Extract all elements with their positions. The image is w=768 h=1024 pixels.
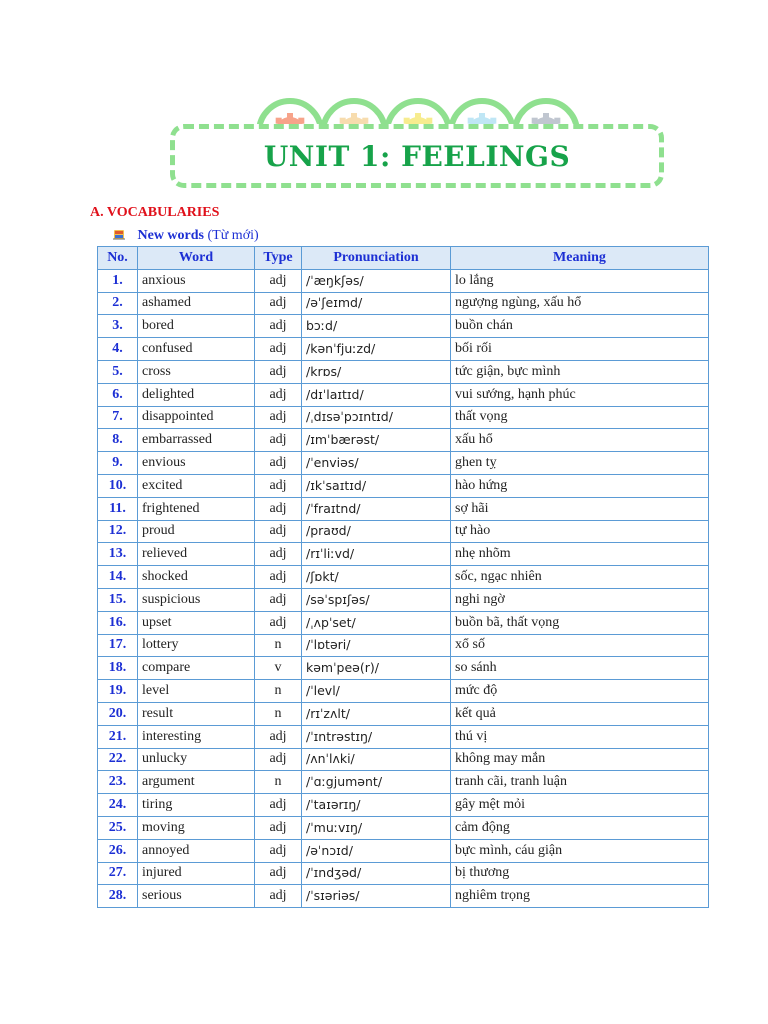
table-row [98,383,709,406]
cell-pronunciation: /ˈæŋkʃəs/ [302,269,451,292]
cell-pronunciation: /ˌdɪsəˈpɔɪntɪd/ [302,406,451,429]
cell-word: upset [138,611,255,634]
cell-type: adj [255,520,302,543]
table-body [98,269,709,907]
cell-type: v [255,657,302,680]
cell-no: 19. [98,680,138,703]
cell-no: 15. [98,588,138,611]
cell-no: 10. [98,474,138,497]
table-row [98,429,709,452]
table-row [98,885,709,908]
cell-word: unlucky [138,748,255,771]
cell-type: adj [255,566,302,589]
table-row [98,680,709,703]
cell-pronunciation: /ˈlevl/ [302,680,451,703]
header-no: No. [98,247,138,270]
cell-word: tiring [138,794,255,817]
cell-word: confused [138,338,255,361]
cell-meaning: kết quả [451,702,709,725]
cell-pronunciation: /ˈfraɪtnd/ [302,497,451,520]
cell-word: embarrassed [138,429,255,452]
table-row [98,702,709,725]
cell-no: 1. [98,269,138,292]
cell-type: adj [255,452,302,475]
cell-word: result [138,702,255,725]
table-row [98,862,709,885]
cell-no: 22. [98,748,138,771]
cell-pronunciation: /praʊd/ [302,520,451,543]
cell-type: adj [255,406,302,429]
table-row [98,839,709,862]
cell-pronunciation: /əˈʃeɪmd/ [302,292,451,315]
cell-no: 3. [98,315,138,338]
cell-type: adj [255,315,302,338]
cell-pronunciation: bɔːd/ [302,315,451,338]
cell-pronunciation: /rɪˈliːvd/ [302,543,451,566]
cell-meaning: xổ số [451,634,709,657]
table-row [98,566,709,589]
cell-pronunciation: /ɪkˈsaɪtɪd/ [302,474,451,497]
cell-type: adj [255,839,302,862]
cell-word: compare [138,657,255,680]
cell-type: adj [255,429,302,452]
cell-meaning: bực mình, cáu giận [451,839,709,862]
cell-word: interesting [138,725,255,748]
cell-no: 21. [98,725,138,748]
cell-word: annoyed [138,839,255,862]
cell-pronunciation: /ˈɪndʒəd/ [302,862,451,885]
cell-word: lottery [138,634,255,657]
cell-word: injured [138,862,255,885]
cell-type: n [255,680,302,703]
cell-meaning: lo lắng [451,269,709,292]
cell-type: adj [255,885,302,908]
cell-pronunciation: /ˈlɒtəri/ [302,634,451,657]
cell-no: 16. [98,611,138,634]
table-row [98,543,709,566]
cell-no: 9. [98,452,138,475]
table-header-row [98,247,709,270]
table-row [98,406,709,429]
cell-no: 23. [98,771,138,794]
cell-word: suspicious [138,588,255,611]
cell-meaning: mức độ [451,680,709,703]
header-type: Type [255,247,302,270]
header-meaning: Meaning [451,247,709,270]
book-icon [112,227,126,241]
cell-no: 27. [98,862,138,885]
cell-meaning: cảm động [451,816,709,839]
table-row [98,771,709,794]
cell-no: 4. [98,338,138,361]
cell-no: 6. [98,383,138,406]
table-row [98,634,709,657]
table-row [98,360,709,383]
cell-no: 28. [98,885,138,908]
cell-meaning: không may mắn [451,748,709,771]
cell-meaning: nghiêm trọng [451,885,709,908]
cell-meaning: thú vị [451,725,709,748]
cell-word: disappointed [138,406,255,429]
cell-type: n [255,702,302,725]
cell-meaning: tự hào [451,520,709,543]
table-row [98,725,709,748]
cell-word: serious [138,885,255,908]
cell-meaning: thất vọng [451,406,709,429]
cell-word: cross [138,360,255,383]
cell-type: adj [255,360,302,383]
cell-word: excited [138,474,255,497]
vocabulary-table [97,246,709,908]
cell-meaning: ngượng ngùng, xấu hổ [451,292,709,315]
cell-pronunciation: /ˈɪntrəstɪŋ/ [302,725,451,748]
cell-word: ashamed [138,292,255,315]
cell-no: 13. [98,543,138,566]
cell-type: adj [255,383,302,406]
cell-no: 24. [98,794,138,817]
cell-pronunciation: /ʃɒkt/ [302,566,451,589]
cell-meaning: nhẹ nhõm [451,543,709,566]
cell-pronunciation: /səˈspɪʃəs/ [302,588,451,611]
cell-meaning: ghen tỵ [451,452,709,475]
table-row [98,657,709,680]
table-row [98,748,709,771]
cell-no: 12. [98,520,138,543]
cell-pronunciation: /dɪˈlaɪtɪd/ [302,383,451,406]
cell-pronunciation: /ˈmuːvɪŋ/ [302,816,451,839]
cell-pronunciation: /rɪˈzʌlt/ [302,702,451,725]
cell-word: argument [138,771,255,794]
cell-meaning: vui sướng, hạnh phúc [451,383,709,406]
cell-meaning: buồn chán [451,315,709,338]
cell-type: n [255,771,302,794]
cell-no: 5. [98,360,138,383]
table-row [98,474,709,497]
cell-type: adj [255,474,302,497]
cell-no: 8. [98,429,138,452]
cell-type: adj [255,816,302,839]
cell-meaning: xấu hổ [451,429,709,452]
cell-pronunciation: /ˈenviəs/ [302,452,451,475]
cell-no: 7. [98,406,138,429]
cell-word: delighted [138,383,255,406]
table-row [98,338,709,361]
header-word: Word [138,247,255,270]
cell-word: level [138,680,255,703]
cell-type: adj [255,269,302,292]
table-row [98,816,709,839]
cell-pronunciation: /ˈɑːgjumənt/ [302,771,451,794]
title-frame [170,124,664,188]
cell-meaning: nghi ngờ [451,588,709,611]
cell-no: 25. [98,816,138,839]
cell-pronunciation: /ˌʌpˈset/ [302,611,451,634]
cell-meaning: tức giận, bực mình [451,360,709,383]
cell-word: shocked [138,566,255,589]
table-row [98,611,709,634]
cell-meaning: so sánh [451,657,709,680]
cell-type: adj [255,292,302,315]
cell-type: adj [255,862,302,885]
cell-type: adj [255,725,302,748]
cell-word: envious [138,452,255,475]
cell-type: adj [255,497,302,520]
table-row [98,315,709,338]
cell-no: 17. [98,634,138,657]
cell-no: 11. [98,497,138,520]
table-row [98,794,709,817]
cell-pronunciation: /əˈnɔɪd/ [302,839,451,862]
cell-type: adj [255,588,302,611]
section-heading: A. VOCABULARIES [90,205,220,220]
table-row [98,292,709,315]
table-row [98,269,709,292]
table-row [98,520,709,543]
cell-no: 20. [98,702,138,725]
cell-pronunciation: /krɒs/ [302,360,451,383]
cell-type: adj [255,611,302,634]
cell-meaning: sợ hãi [451,497,709,520]
cell-meaning: bị thương [451,862,709,885]
cell-word: proud [138,520,255,543]
cell-type: adj [255,748,302,771]
page-title: UNIT 1: FEELINGS [263,139,571,173]
cell-word: relieved [138,543,255,566]
cell-pronunciation: /kənˈfjuːzd/ [302,338,451,361]
cell-meaning: buồn bã, thất vọng [451,611,709,634]
cell-no: 18. [98,657,138,680]
cell-meaning: gây mệt mỏi [451,794,709,817]
cell-no: 14. [98,566,138,589]
cell-type: n [255,634,302,657]
cell-type: adj [255,338,302,361]
subheading-bold: New words [137,228,204,243]
cell-pronunciation: /ɪmˈbærəst/ [302,429,451,452]
table-row [98,588,709,611]
cell-meaning: bối rối [451,338,709,361]
table-row [98,497,709,520]
cell-meaning: hào hứng [451,474,709,497]
cell-pronunciation: /ˈsɪəriəs/ [302,885,451,908]
cell-no: 26. [98,839,138,862]
cell-meaning: tranh cãi, tranh luận [451,771,709,794]
header-pronunciation: Pronunciation [302,247,451,270]
cell-no: 2. [98,292,138,315]
cell-type: adj [255,543,302,566]
cell-word: bored [138,315,255,338]
table-row [98,452,709,475]
cell-pronunciation: /ˈtaɪərɪŋ/ [302,794,451,817]
cell-meaning: sốc, ngạc nhiên [451,566,709,589]
cell-word: anxious [138,269,255,292]
cell-pronunciation: /ʌnˈlʌki/ [302,748,451,771]
subheading [112,227,259,244]
subheading-translation: (Từ mới) [207,228,259,243]
cell-type: adj [255,794,302,817]
cell-word: frightened [138,497,255,520]
cell-word: moving [138,816,255,839]
cell-pronunciation: kəmˈpeə(r)/ [302,657,451,680]
